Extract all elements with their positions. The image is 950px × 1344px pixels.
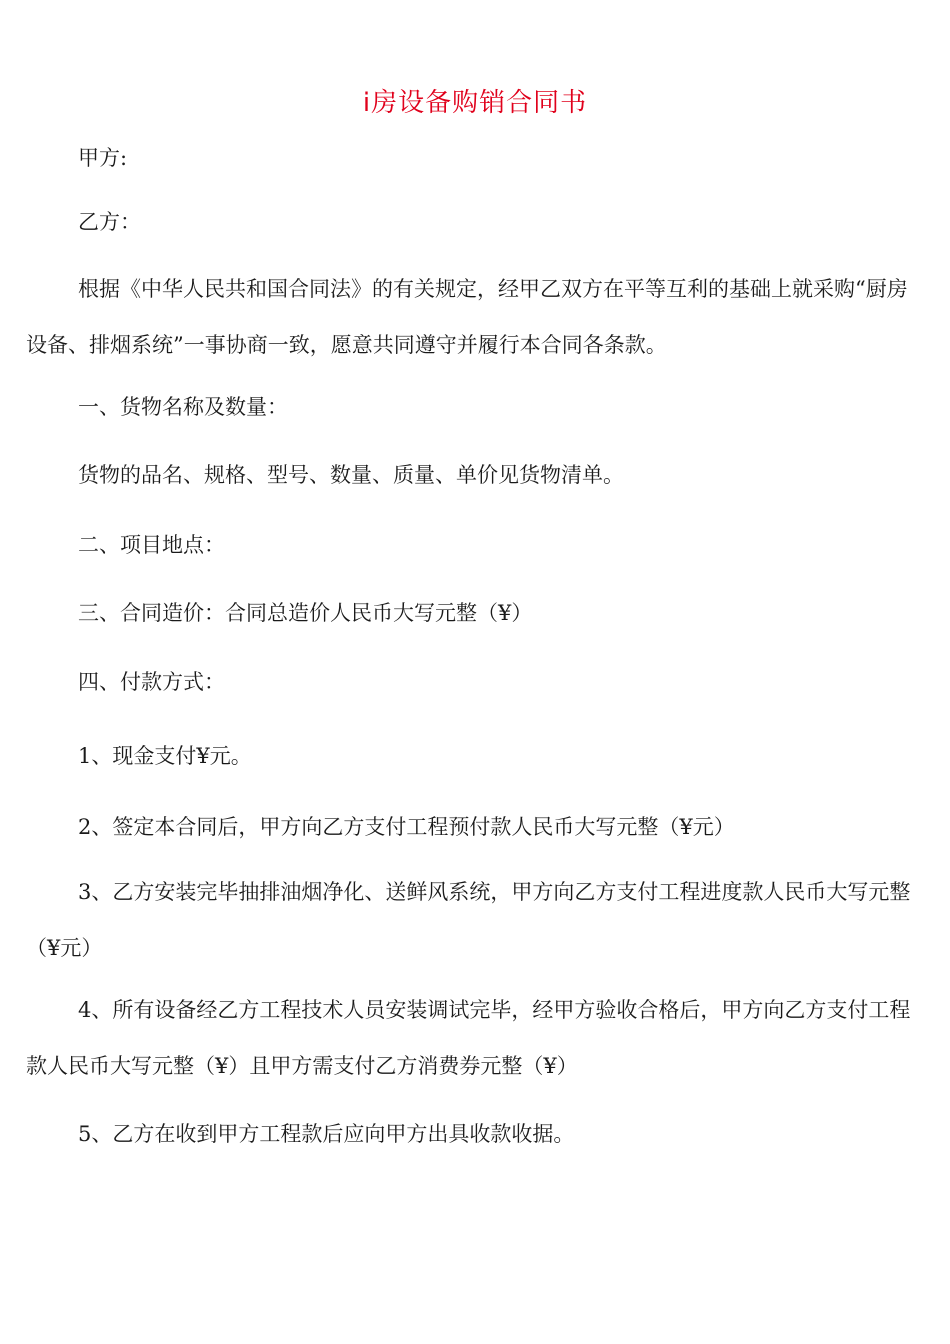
section-3-heading: 三、合同造价：合同总造价人民币大写元整（¥） (78, 601, 533, 625)
section-4-heading: 四、付款方式： (78, 670, 225, 694)
payment-item-5: 5、乙方在收到甲方工程款后应向甲方出具收款收据。 (78, 1122, 575, 1146)
payment-item-4: 4、所有设备经乙方工程技术人员安装调试完毕，经甲方验收合格后，甲方向乙方支付工程款人民币大写元整（¥）且甲方需支付乙方消费券元整（¥） (26, 998, 911, 1078)
party-b-line: 乙方： (78, 210, 141, 234)
payment-item-2: 2、签定本合同后，甲方向乙方支付工程预付款人民币大写元整（¥元） (78, 815, 735, 839)
payment-item-1: 1、现金支付¥元。 (78, 744, 252, 768)
section-2-heading: 二、项目地点： (78, 533, 225, 557)
section-1-heading: 一、货物名称及数量： (78, 395, 288, 419)
payment-item-3: 3、乙方安装完毕抽排油烟净化、送鲜风系统，甲方向乙方支付工程进度款人民币大写元整（¥元） (26, 880, 911, 960)
party-a-line: 甲方: (78, 146, 128, 170)
document-title: i房设备购销合同书 (362, 88, 588, 118)
intro-paragraph: 根据《中华人民共和国合同法》的有关规定，经甲乙双方在平等互利的基础上就采购“厨房设备、排烟系统”一事协商一致，愿意共同遵守并履行本合同各条款。 (26, 277, 908, 357)
section-1-body: 货物的品名、规格、型号、数量、质量、单价见货物清单。 (78, 463, 624, 487)
